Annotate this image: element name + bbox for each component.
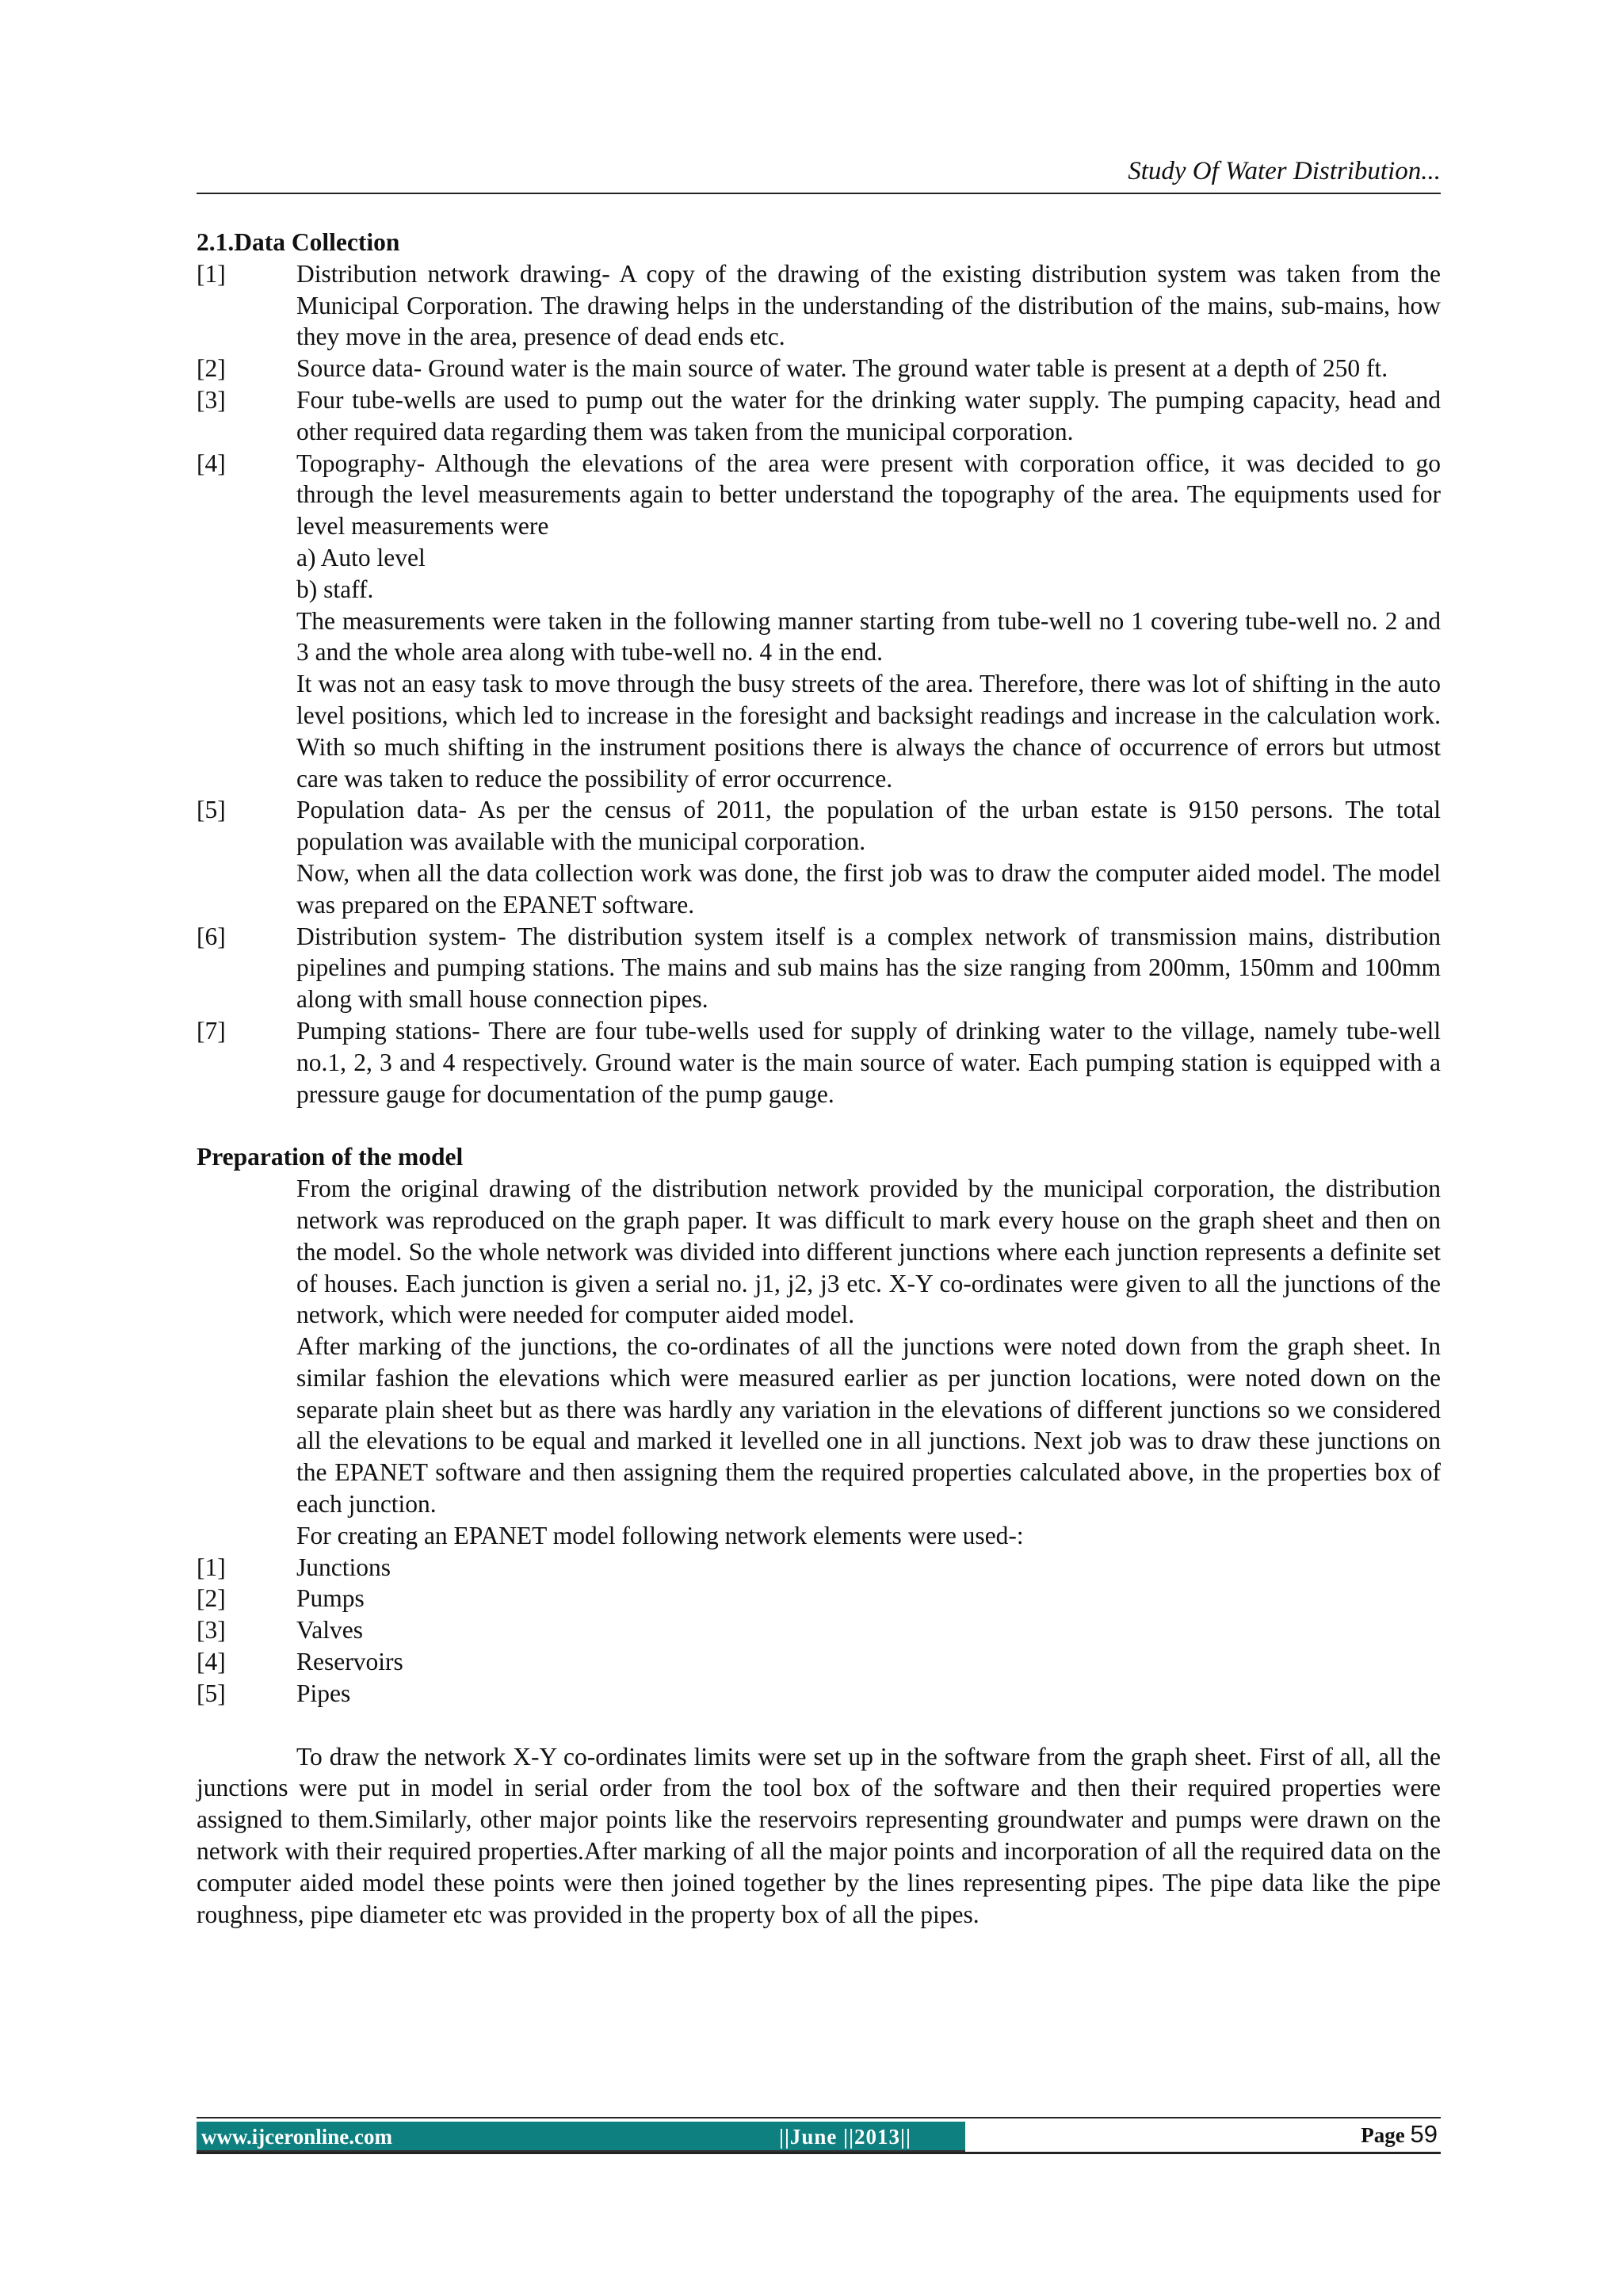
item-number: [5]	[197, 796, 226, 824]
paragraph: After marking of the junctions, the co-ordinates of all the junctions were noted down from the graph sheet. In similar fashion the elevations which were measured earlier as per junction locations, were noted down on the separate plain sheet but as there was hardly any variation in the elevations of different junctions so we considered all the elevations to be equal and marked it levelled one in all junctions. Next job was to draw these junctions on the EPANET software and then assigning them the required properties calculated above, in the properties box of each junction.	[296, 1332, 1441, 1519]
page-number-label	[1361, 2122, 1438, 2148]
footer-bar	[197, 2122, 965, 2153]
paragraph: From the original drawing of the distribution network provided by the municipal corporation, the distribution network was reproduced on the graph paper. It was difficult to mark every house on the graph sheet and then on the model. So the whole network was divided into different junctions where each junction represents a definite set of houses. Each junction is given a serial no. j1, j2, j3 etc. X-Y co-ordinates were given to all the junctions of the network, which were needed for computer aided model.	[296, 1175, 1441, 1329]
section-heading-preparation: Preparation of the model	[197, 1143, 464, 1171]
list-item	[197, 921, 1441, 1015]
journal-url-link[interactable]: www.ijceronline.com	[201, 2125, 392, 2149]
item-text: Four tube-wells are used to pump out the water for the drinking water supply. The pumping capacity, head and other required data regarding them was taken from the municipal corporation.	[296, 385, 1441, 445]
paragraph: For creating an EPANET model following network elements were used-:	[296, 1521, 1024, 1549]
element-label: Junctions	[296, 1553, 391, 1581]
item-number: [6]	[197, 922, 226, 950]
issue-date: ||June ||2013||	[779, 2125, 911, 2149]
item-text: Now, when all the data collection work was done, the first job was to draw the computer aided model. The model was prepared on the EPANET software.	[296, 858, 1441, 919]
element-label: Reservoirs	[296, 1648, 403, 1676]
running-title: Study Of Water Distribution...	[1128, 157, 1441, 185]
item-number: [2]	[197, 1584, 226, 1613]
item-text: Population data- As per the census of 2011, the population of the urban estate is 9150 persons. The total population was available with the municipal corporation.	[296, 796, 1441, 856]
page-number: 59	[1410, 2120, 1438, 2148]
closing-paragraph: To draw the network X-Y co-ordinates limits were set up in the software from the graph sheet. First of all, all the junctions were put in model in serial order from the tool box of the software and then their required properties were assigned to them.Similarly, other major points like the reservoirs representing groundwater and pumps were drawn on the network with their required properties.After marking of all the major points and incorporation of all the required data on the computer aided model these points were then joined together by the lines representing pipes. The pipe data like the pipe roughness, pipe diameter etc was provided in the property box of all the pipes.	[197, 1742, 1441, 1928]
item-number: [2]	[197, 354, 226, 383]
item-number: [4]	[197, 1648, 226, 1676]
element-list-item	[197, 1583, 1441, 1614]
page-footer	[197, 2117, 1441, 2155]
header-rule	[197, 193, 1441, 194]
section-heading-data-collection: 2.1.Data Collection	[197, 228, 400, 256]
item-subline: b) staff.	[296, 575, 374, 603]
list-item	[197, 794, 1441, 920]
item-number: [3]	[197, 1616, 226, 1645]
element-label: Pumps	[296, 1584, 365, 1613]
item-number: [5]	[197, 1679, 226, 1707]
element-list-item	[197, 1552, 1441, 1584]
item-number: [7]	[197, 1016, 226, 1045]
item-number: [1]	[197, 1553, 226, 1581]
item-text: The measurements were taken in the following manner starting from tube-well no 1 covering tube-well no. 2 and 3 and the whole area along with tube-well no. 4 in the end.	[296, 606, 1441, 667]
element-list-item	[197, 1614, 1441, 1646]
item-text: Pumping stations- There are four tube-wells used for supply of drinking water to the village, namely tube-well no.1, 2, 3 and 4 respectively. Ground water is the main source of water. Each pumping station is equipped with a pressure gauge for documentation of the pump gauge.	[296, 1016, 1441, 1108]
element-list-item	[197, 1678, 1441, 1710]
item-number: [3]	[197, 385, 226, 414]
list-item	[197, 448, 1441, 795]
list-item	[197, 384, 1441, 448]
item-text: It was not an easy task to move through the busy streets of the area. Therefore, there was lot of shifting in the auto level positions, which led to increase in the foresight and backsight readings and increase in the calculation work. With so much shifting in the instrument positions there is always the chance of occurrence of errors but utmost care was taken to reduce the possibility of error occurrence.	[296, 670, 1441, 793]
item-text: Topography- Although the elevations of the area were present with corporation office, it was decided to go through the level measurements again to better understand the topography of the area. The equipments used for level measurements were	[296, 449, 1441, 541]
list-item	[197, 353, 1441, 384]
footer-rule-bottom	[197, 2152, 1441, 2154]
main-content	[197, 227, 1441, 1930]
footer-rule-top	[197, 2117, 1441, 2118]
element-label: Valves	[296, 1616, 363, 1645]
item-number: [4]	[197, 449, 226, 477]
list-item	[197, 258, 1441, 353]
item-text: Distribution system- The distribution system itself is a complex network of transmission mains, distribution pipelines and pumping stations. The mains and sub mains has the size ranging from 200mm, 150mm and 100mm along with small house connection pipes.	[296, 922, 1441, 1014]
element-list-item	[197, 1646, 1441, 1678]
item-number: [1]	[197, 259, 226, 288]
element-label: Pipes	[296, 1679, 351, 1707]
item-text: Distribution network drawing- A copy of the drawing of the existing distribution system was taken from the Municipal Corporation. The drawing helps in the understanding of the distribution of the mains, sub-mains, how they move in the area, presence of dead ends etc.	[296, 259, 1441, 351]
page-label: Page	[1361, 2123, 1405, 2147]
list-item	[197, 1015, 1441, 1110]
item-subline: a) Auto level	[296, 543, 426, 571]
item-text: Source data- Ground water is the main source of water. The ground water table is present at a depth of 250 ft.	[296, 354, 1388, 383]
